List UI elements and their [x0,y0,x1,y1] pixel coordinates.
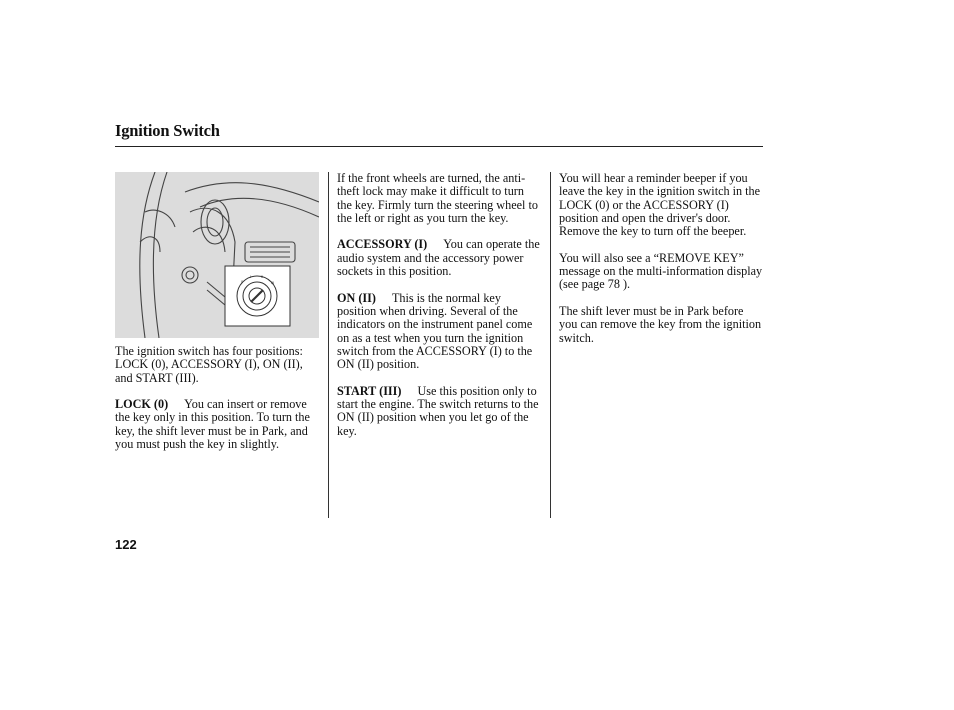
start-term: START (III) [337,383,402,398]
steering-column-drawing [115,172,319,338]
antitheft-paragraph: If the front wheels are turned, the anti-theft lock may make it difficult to turn the key. Firmly turn the steering wheel to the left or right as you turn the key. [337,171,538,225]
title-rule [115,146,763,147]
lock-text: You can insert or remove the key only in this position. To turn the key, the shift lever must be in Park, and you must push the key in slightly. [115,397,310,452]
accessory-text: You can operate the audio system and the accessory power sockets in this position. [337,237,540,279]
column-3 [559,172,763,358]
accessory-term: ACCESSORY (I) [337,237,428,252]
page-title: Ignition Switch [115,121,220,140]
beeper-paragraph: You will hear a reminder beeper if you leave the key in the ignition switch in the LOCK (0) or the ACCESSORY (I) position and open the driver's door. Remove the key to turn off the beeper. [559,171,761,239]
shift-lever-paragraph: The shift lever must be in Park before you can remove the key from the ignition switch. [559,303,762,345]
page-number: 122 [115,537,137,552]
column-2 [337,172,541,451]
intro-paragraph: The ignition switch has four positions: LOCK (0), ACCESSORY (I), ON (II), and START (III). [115,344,303,385]
start-text: Use this position only to start the engine. The switch returns to the ON (II) position when you let go of the key. [337,383,539,438]
column-divider-2 [550,172,551,518]
mark-start: III [271,280,275,285]
remove-key-paragraph: You will also see a “REMOVE KEY” message on the multi-information display (see page 78 ). [559,250,763,292]
mark-on: II [261,274,264,279]
column-divider-1 [328,172,329,518]
mark-lock: 0 [241,279,244,284]
lock-paragraph [115,398,319,451]
lock-term: LOCK (0) [115,397,169,412]
on-text: This is the normal key position when driving. Several of the indicators on the instrument panel come on as a test when you turn the ignition switch from the ACCESSORY (I) to the ON (II) position. [337,290,533,372]
on-term: ON (II) [337,290,376,305]
ignition-switch-illustration [115,172,319,338]
accessory-paragraph [337,238,541,278]
column-1 [115,345,319,465]
mark-accessory: I [250,274,252,279]
on-paragraph [337,292,541,372]
start-paragraph [337,385,541,438]
